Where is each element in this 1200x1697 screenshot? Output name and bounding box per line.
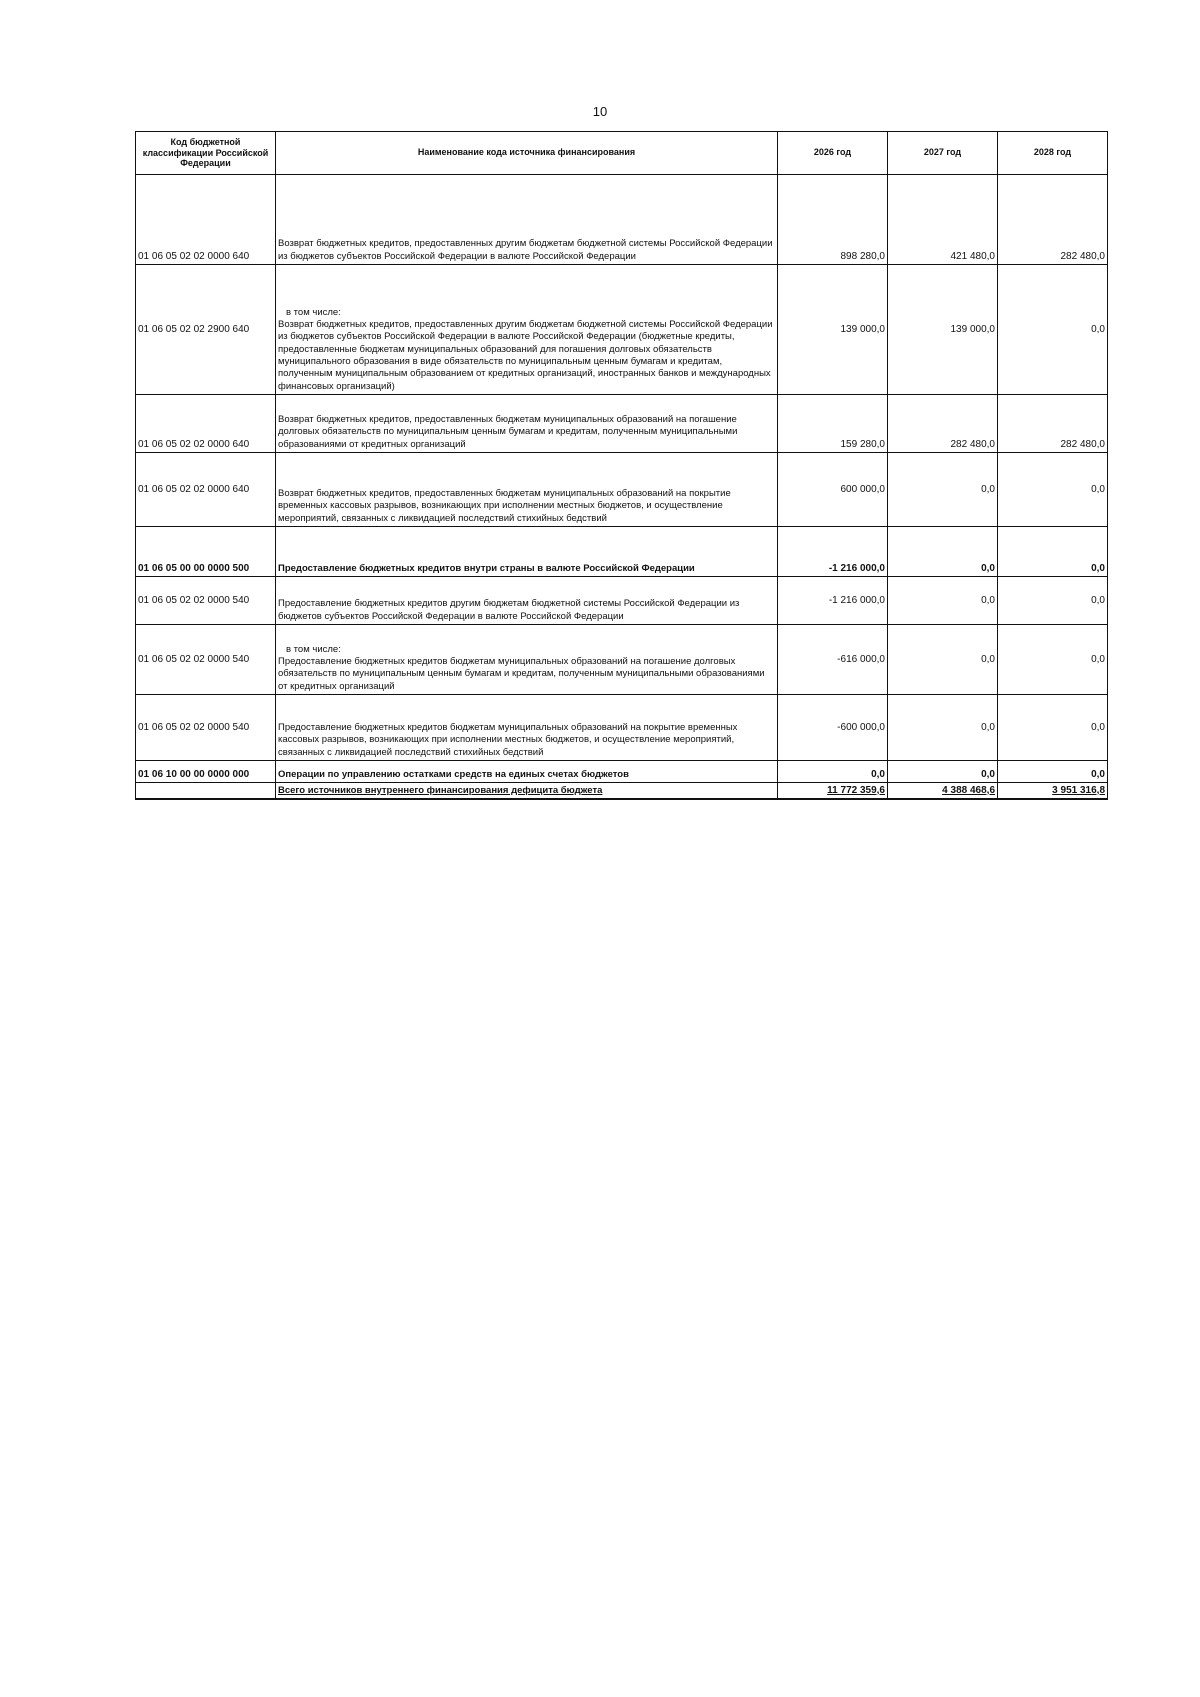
row-name: [276, 783, 778, 800]
row-value-2026: 139 000,0: [778, 265, 888, 395]
row-code: 01 06 05 02 02 0000 640: [136, 453, 276, 527]
table-row: [136, 577, 1108, 625]
row-value-2026: -1 216 000,0: [778, 577, 888, 625]
row-value-2028: 0,0: [998, 265, 1108, 395]
row-value-2027: 0,0: [888, 527, 998, 577]
row-name: [276, 695, 778, 761]
table-row: [136, 761, 1108, 783]
row-name: [276, 175, 778, 265]
row-value-2027: 4 388 468,6: [888, 783, 998, 800]
row-value-2027: 0,0: [888, 625, 998, 695]
row-intro: в том числе:: [286, 306, 341, 318]
row-code: 01 06 05 02 02 0000 540: [136, 577, 276, 625]
row-value-2028: 0,0: [998, 761, 1108, 783]
row-value-2026: 0,0: [778, 761, 888, 783]
row-value-2026: 159 280,0: [778, 395, 888, 453]
row-name: [276, 577, 778, 625]
row-name-text: Операции по управлению остатками средств на единых счетах бюджетов: [278, 768, 629, 780]
table-row: [136, 695, 1108, 761]
row-value-2026: 600 000,0: [778, 453, 888, 527]
row-value-2028: 0,0: [998, 527, 1108, 577]
row-value-2028: 0,0: [998, 577, 1108, 625]
header-name: Наименование кода источника финансирования: [276, 132, 778, 175]
table-header-row: [136, 132, 1108, 175]
row-value-2027: 0,0: [888, 453, 998, 527]
row-name-text: Предоставление бюджетных кредитов бюджетам муниципальных образований на погашение долговых обязательств по муниципальным ценным бумагам и кредитам, полученным муниципальными образованиями от кредитных организаций: [278, 655, 765, 692]
row-name: [276, 761, 778, 783]
row-value-2028: 0,0: [998, 453, 1108, 527]
row-value-2026: -1 216 000,0: [778, 527, 888, 577]
row-code: 01 06 05 00 00 0000 500: [136, 527, 276, 577]
row-code: 01 06 05 02 02 0000 540: [136, 625, 276, 695]
header-2028: 2028 год: [998, 132, 1108, 175]
table-row: [136, 395, 1108, 453]
table-row: [136, 265, 1108, 395]
row-code: 01 06 10 00 00 0000 000: [136, 761, 276, 783]
row-name-text: Предоставление бюджетных кредитов внутри страны в валюте Российской Федерации: [278, 562, 695, 574]
table-row-total: [136, 783, 1108, 800]
row-value-2028: 3 951 316,8: [998, 783, 1108, 800]
header-2027: 2027 год: [888, 132, 998, 175]
table-row: [136, 625, 1108, 695]
row-name: [276, 395, 778, 453]
row-value-2026: 898 280,0: [778, 175, 888, 265]
row-value-2026: -600 000,0: [778, 695, 888, 761]
row-code: 01 06 05 02 02 0000 540: [136, 695, 276, 761]
row-value-2028: 282 480,0: [998, 395, 1108, 453]
row-value-2027: 139 000,0: [888, 265, 998, 395]
row-name: [276, 265, 778, 395]
row-value-2027: 0,0: [888, 577, 998, 625]
row-code: [136, 783, 276, 800]
header-code: Код бюджетной классификации Российской Федерации: [136, 132, 276, 175]
row-value-2028: 282 480,0: [998, 175, 1108, 265]
page-number: 10: [592, 104, 608, 119]
row-value-2028: 0,0: [998, 625, 1108, 695]
row-name: [276, 527, 778, 577]
row-name-text: Возврат бюджетных кредитов, предоставленных другим бюджетам бюджетной системы Российской Федерации из бюджетов субъектов Российской Федерации в валюте Российской Федерации (бюджетные кредиты, предоставленные бюджетам муниципальных образований для погашения долговых обязательств муниципального образования в виде обязательств по муниципальным ценным бумагам и кредитам, полученным муниципальным образованием от кредитных организаций, иностранных банков и международных финансовых организаций): [278, 318, 773, 392]
row-name-text: Предоставление бюджетных кредитов другим бюджетам бюджетной системы Российской Федерации из бюджетов субъектов Российской Федерации в валюте Российской Федерации: [278, 598, 740, 622]
row-value-2028: 0,0: [998, 695, 1108, 761]
row-intro: в том числе:: [286, 643, 341, 655]
row-value-2027: 282 480,0: [888, 395, 998, 453]
row-code: 01 06 05 02 02 2900 640: [136, 265, 276, 395]
row-name-text: Возврат бюджетных кредитов, предоставленных бюджетам муниципальных образований на погашение долговых обязательств по муниципальным ценным бумагам и кредитам, полученным муниципальными образованиями от кредитных организаций: [278, 413, 738, 450]
row-name-text: Предоставление бюджетных кредитов бюджетам муниципальных образований на покрытие временных кассовых разрывов, возникающих при исполнении местных бюджетов, и осуществление мероприятий, связанных с ликвидацией последствий стихийных бедствий: [278, 721, 738, 758]
row-value-2027: 421 480,0: [888, 175, 998, 265]
header-2026: 2026 год: [778, 132, 888, 175]
row-name-text: Всего источников внутреннего финансирования дефицита бюджета: [278, 784, 603, 796]
row-name: [276, 453, 778, 527]
table-row: [136, 453, 1108, 527]
row-name-text: Возврат бюджетных кредитов, предоставленных бюджетам муниципальных образований на покрытие временных кассовых разрывов, возникающих при исполнении местных бюджетов, и осуществление мероприятий, связанных с ликвидацией последствий стихийных бедствий: [278, 487, 731, 524]
row-name: [276, 625, 778, 695]
table-row: [136, 175, 1108, 265]
row-code: 01 06 05 02 02 0000 640: [136, 395, 276, 453]
row-name-text: Возврат бюджетных кредитов, предоставленных другим бюджетам бюджетной системы Российской Федерации из бюджетов субъектов Российской Федерации в валюте Российской Федерации: [278, 238, 773, 262]
row-code: 01 06 05 02 02 0000 640: [136, 175, 276, 265]
financing-sources-table: [135, 131, 1108, 800]
row-value-2026: -616 000,0: [778, 625, 888, 695]
table-row: [136, 527, 1108, 577]
row-value-2027: 0,0: [888, 695, 998, 761]
row-value-2026: 11 772 359,6: [778, 783, 888, 800]
row-value-2027: 0,0: [888, 761, 998, 783]
